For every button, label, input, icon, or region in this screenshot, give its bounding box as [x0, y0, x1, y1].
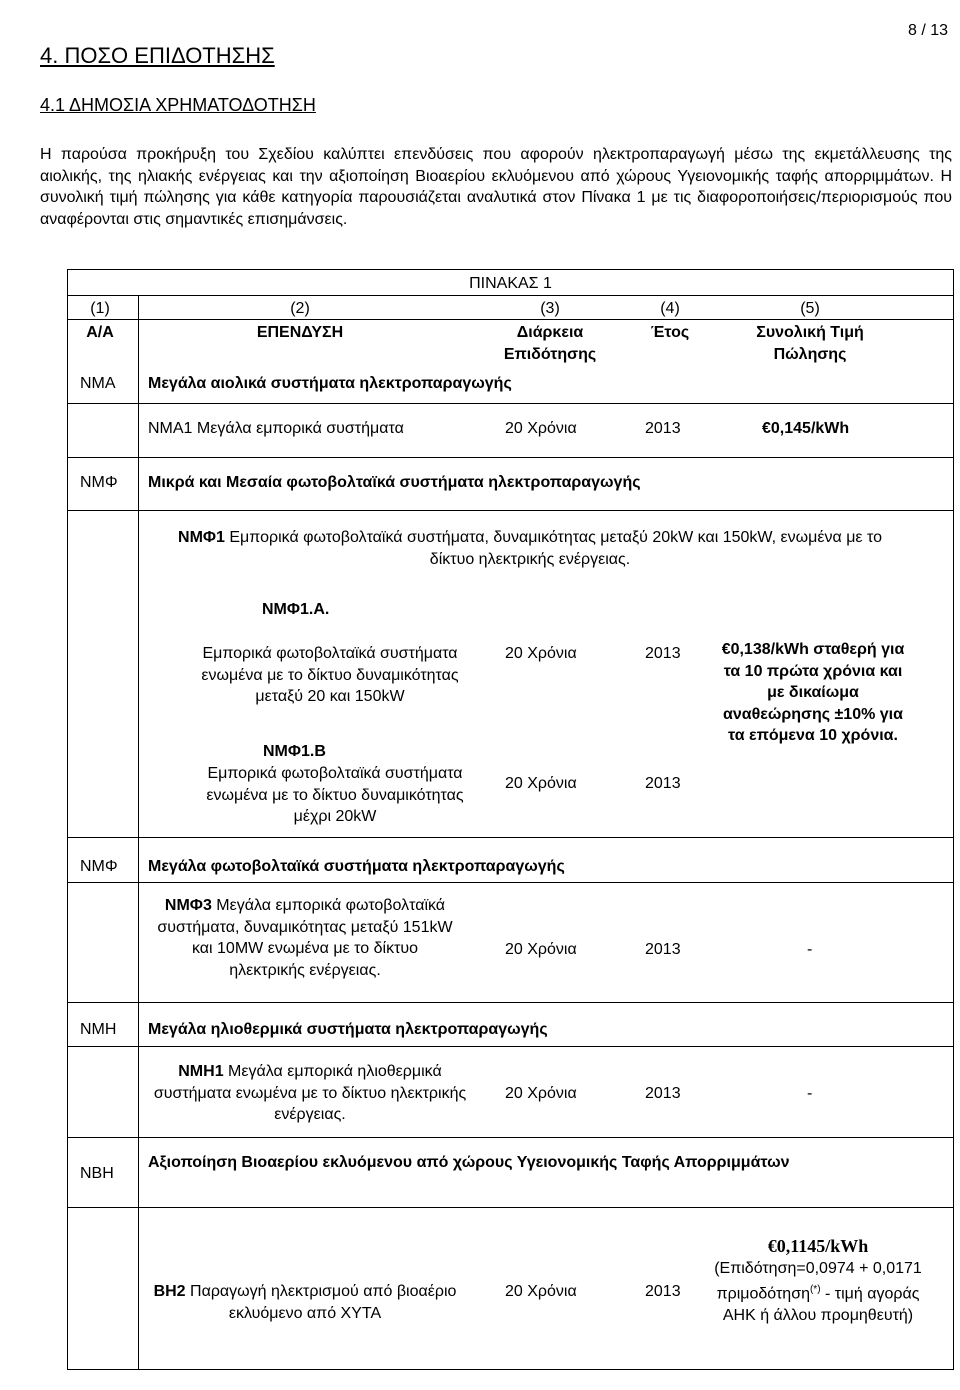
year-value: 2013 [645, 775, 681, 792]
category-title: Αξιοποίηση Βιοαερίου εκλυόμενου από χώρους Υγειονομικής Ταφής Απορριμμάτων [148, 1154, 790, 1171]
subcategory-description [155, 895, 455, 981]
row-code: ΝΜΑ [80, 375, 116, 392]
year-value: 2013 [645, 1085, 681, 1102]
subcategory-description [150, 1281, 460, 1324]
table-border-right [953, 269, 954, 1370]
subcategory-code: ΒΗ2 [153, 1283, 186, 1300]
row-code: ΝΜΗ [80, 1021, 117, 1038]
col-header-duration: Διάρκεια Επιδότησης [503, 324, 597, 363]
year-value: 2013 [645, 645, 681, 662]
col-header-aa: Α/Α [86, 324, 114, 341]
duration-value: 20 Χρόνια [505, 420, 577, 437]
table-row-divider [67, 457, 954, 458]
price-note-text: (Επιδότηση=0,0974 + 0,0171 πριμοδότηση [714, 1259, 922, 1303]
col-number: (1) [90, 300, 110, 317]
col-number: (3) [540, 300, 560, 317]
option-code: ΝΜΦ1.Β [263, 743, 326, 760]
row-code: ΝΜΦ [80, 474, 118, 491]
duration-value: 20 Χρόνια [505, 941, 577, 958]
subcategory-description [150, 1061, 470, 1126]
price-value: - [807, 941, 813, 958]
duration-value: 20 Χρόνια [505, 645, 577, 662]
duration-value: 20 Χρόνια [505, 1085, 577, 1102]
price-note-text-end: - τιμή αγοράς ΑΗΚ ή άλλου προμηθευτή) [722, 1285, 920, 1324]
option-text: Εμπορικά φωτοβολταϊκά συστήματα ενωμένα με το δίκτυο δυναμικότητας μεταξύ 20 και 150kW [201, 645, 459, 705]
category-title: Μεγάλα φωτοβολταϊκά συστήματα ηλεκτροπαραγωγής [148, 858, 565, 875]
option-text: Εμπορικά φωτοβολταϊκά συστήματα ενωμένα με το δίκτυο δυναμικότητας μέχρι 20kW [206, 765, 464, 825]
table-row-divider [67, 1207, 954, 1208]
subsection-heading: 4.1 ΔΗΜΟΣΙΑ ΧΡΗΜΑΤΟΔΟΤΗΣΗ [40, 95, 316, 115]
table-border-top [67, 269, 954, 270]
price-value: - [807, 1085, 813, 1102]
subcategory-text: Μεγάλα εμπορικά φωτοβολταϊκά συστήματα, δυναμικότητας μεταξύ 151kW και 10MW ενωμένα με το δίκτυο ηλεκτρικής ενέργειας. [157, 897, 453, 979]
category-title: Μεγάλα ηλιοθερμικά συστήματα ηλεκτροπαραγωγής [148, 1021, 548, 1038]
table-row-divider [67, 1002, 954, 1003]
category-title: Μικρά και Μεσαία φωτοβολταϊκά συστήματα ηλεκτροπαραγωγής [148, 474, 641, 491]
footnote-marker: (*) [809, 1284, 821, 1295]
duration-value: 20 Χρόνια [505, 775, 577, 792]
table-row-divider [67, 295, 954, 296]
table-row-divider [67, 403, 954, 404]
col-header-investment: ΕΠΕΝΔΥΣΗ [256, 324, 344, 341]
price-value: €0,138/kWh σταθερή για τα 10 πρώτα χρόνια και με δικαίωμα αναθεώρησης ±10% για τα επόμενα 10 χρόνια. [721, 641, 905, 744]
year-value: 2013 [645, 941, 681, 958]
row-code: ΝΒΗ [80, 1165, 114, 1182]
col-header-year: Έτος [650, 324, 690, 341]
year-value: 2013 [645, 420, 681, 437]
section-heading: 4. ΠΟΣΟ ΕΠΙΔΟΤΗΣΗΣ [40, 43, 275, 68]
col-number: (2) [290, 300, 310, 317]
table-row-divider [67, 1137, 954, 1138]
table-row-divider [67, 1046, 954, 1047]
price-value [713, 1236, 923, 1326]
subcategory-code: ΝΜΗ1 [178, 1063, 224, 1080]
table-border-left [67, 269, 68, 1370]
year-value: 2013 [645, 1283, 681, 1300]
subcategory-code: ΝΜΦ1 [178, 529, 225, 546]
subcategory-label: ΝΜΑ1 Μεγάλα εμπορικά συστήματα [148, 420, 404, 437]
price-note [713, 1258, 923, 1327]
price-main: €0,1145/kWh [767, 1236, 869, 1256]
col-number: (4) [660, 300, 680, 317]
table-row-divider [67, 882, 954, 883]
table-row-divider [67, 510, 954, 511]
table-border-bottom [67, 1369, 954, 1370]
option-code: ΝΜΦ1.Α. [262, 601, 330, 618]
price-value: €0,145/kWh [762, 420, 850, 437]
row-code: ΝΜΦ [80, 858, 118, 875]
subcategory-text: Εμπορικά φωτοβολταϊκά συστήματα, δυναμικότητας μεταξύ 20kW και 150kW, ενωμένα με το δίκτυο ηλεκτρικής ενέργειας. [224, 529, 882, 568]
col-header-price: Συνολική Τιμή Πώλησης [756, 324, 864, 363]
table-row-divider [67, 837, 954, 838]
subcategory-description [160, 527, 900, 570]
category-title: Μεγάλα αιολικά συστήματα ηλεκτροπαραγωγής [148, 375, 512, 392]
duration-value: 20 Χρόνια [505, 1283, 577, 1300]
col-number: (5) [800, 300, 820, 317]
subcategory-text: Μεγάλα εμπορικά ηλιοθερμικά συστήματα ενωμένα με το δίκτυο ηλεκτρικής ενέργειας. [153, 1063, 467, 1123]
intro-paragraph: Η παρούσα προκήρυξη του Σχεδίου καλύπτει επενδύσεις που αφορούν ηλεκτροπαραγωγή μέσω της εκμετάλλευσης της αιολικής, της ηλιακής ενέργειας και την αξιοποίηση Βιοαερίου εκλυόμενου από χώρους Υγειονομικής ταφής απορριμμάτων. Η συνολική τιμή πώλησης για κάθε κατηγορία παρουσιάζεται αναλυτικά στον Πίνακα 1 με τις διαφοροποιήσεις/περιορισμούς που αναφέρονται στις σημαντικές επισημάνσεις. [40, 146, 952, 228]
table-title: ΠΙΝΑΚΑΣ 1 [469, 275, 552, 292]
subcategory-code: ΝΜΦ3 [164, 897, 212, 914]
page-number: 8 / 13 [907, 22, 948, 39]
subcategory-text: Παραγωγή ηλεκτρισμού από βιοαέριο εκλυόμενο από ΧΥΤΑ [185, 1283, 457, 1322]
